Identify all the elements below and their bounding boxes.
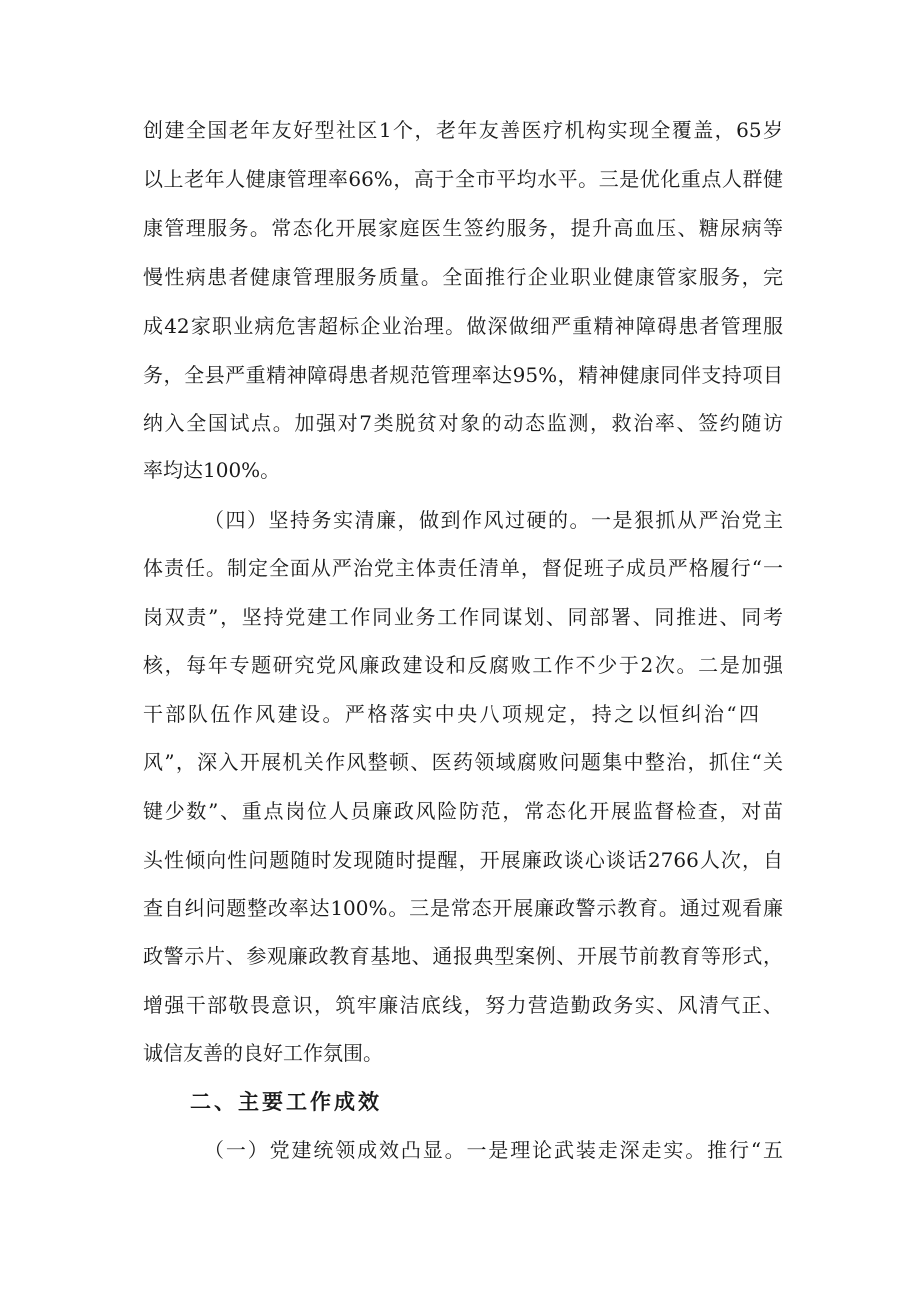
paragraph-line: 增强干部敬畏意识，筑牢廉洁底线，努力营造勤政务实、风清气正、 <box>143 993 783 1017</box>
paragraph-line: 干部队伍作风建设。严格落实中央八项规定，持之以恒纠治“四 <box>143 702 759 726</box>
paragraph-line: 务，全县严重精神障碍患者规范管理率达95%，精神健康同伴支持项目 <box>143 363 783 387</box>
paragraph-line: 创建全国老年友好型社区1个，老年友善医疗机构实现全覆盖，65岁 <box>143 118 783 142</box>
paragraph-line: 率均达100%。 <box>143 458 281 482</box>
paragraph-line: 风”，深入开展机关作风整顿、医药领域腐败问题集中整治，抓住“关 <box>143 750 783 774</box>
paragraph-line: 成42家职业病危害超标企业治理。做深做细严重精神障碍患者管理服 <box>143 314 783 338</box>
paragraph-line: 以上老年人健康管理率66%，高于全市平均水平。三是优化重点人群健 <box>143 167 783 191</box>
paragraph-line: （四）坚持务实清廉，做到作风过硬的。一是狠抓从严治党主 <box>204 508 783 532</box>
paragraph-line: （一）党建统领成效凸显。一是理论武装走深走实。推行“五 <box>204 1138 783 1162</box>
paragraph-line: 纳入全国试点。加强对7类脱贫对象的动态监测，救治率、签约随访 <box>143 411 783 435</box>
section-heading: 二、主要工作成效 <box>190 1090 382 1114</box>
paragraph-line: 慢性病患者健康管理服务质量。全面推行企业职业健康管家服务，完 <box>143 265 783 289</box>
paragraph-line: 键少数”、重点岗位人员廉政风险防范，常态化开展监督检查，对苗 <box>143 799 783 823</box>
paragraph-line: 核，每年专题研究党风廉政建设和反腐败工作不少于2次。二是加强 <box>143 653 783 677</box>
paragraph-line: 查自纠问题整改率达100%。三是常态开展廉政警示教育。通过观看廉 <box>143 896 783 920</box>
paragraph-line: 头性倾向性问题随时发现随时提醒，开展廉政谈心谈话2766人次，自 <box>143 848 783 872</box>
paragraph-line: 体责任。制定全面从严治党主体责任清单，督促班子成员严格履行“一 <box>143 556 783 580</box>
paragraph-line: 政警示片、参观廉政教育基地、通报典型案例、开展节前教育等形式， <box>143 944 783 968</box>
paragraph-line: 岗双责”，坚持党建工作同业务工作同谋划、同部署、同推进、同考 <box>143 605 783 629</box>
paragraph-line: 诚信友善的良好工作氛围。 <box>143 1041 383 1065</box>
paragraph-line: 康管理服务。常态化开展家庭医生签约服务，提升高血压、糖尿病等 <box>143 216 783 240</box>
